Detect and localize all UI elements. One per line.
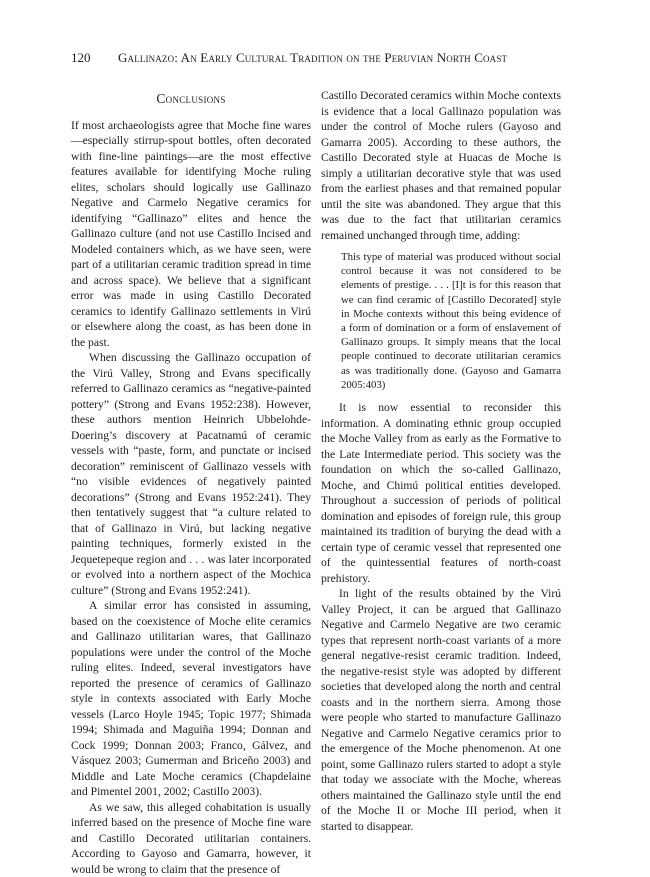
left-column <box>71 88 311 877</box>
running-head: Gallinazo: An Early Cultural Tradition on the Peruvian North Coast <box>118 50 507 66</box>
paragraph: Castillo Decorated ceramics within Moche contexts is evidence that a local Gallinazo population was under the control of Moche rulers (Gayoso and Gamarra 2005). According to these authors, the Castillo Decorated style at Huacas de Moche is simply a utilitarian decorative style that was used from the earliest phases and that remained popular until the site was abandoned. They argue that this was due to the fact that utilitarian ceramics remained unchanged through time, adding: <box>321 88 561 243</box>
paragraph: When discussing the Gallinazo occupation of the Virú Valley, Strong and Evans specifically referred to Gallinazo ceramics as “negative-painted pottery” (Strong and Evans 1952:238). However, these authors mention Heinrich Ubbelohde-Doering’s discovery at Pacatnamú of ceramic vessels with “paste, form, and punctate or incised decoration” reminiscent of Gallinazo vessels with “no visible evidences of negatively painted decorations” (Strong and Evans 1952:241). They then tentatively suggest that “a culture related to that of Gallinazo in Virú, but lacking negative painting techniques, formerly existed in the Jequetepeque region and . . . was later incorporated or evolved into a northern aspect of the Mochica culture” (Strong and Evans 1952:241). <box>71 350 311 598</box>
page-number: 120 <box>71 50 91 66</box>
paragraph: If most archaeologists agree that Moche fine wares—especially stirrup-spout bottles, often decorated with fine-line paintings—are the most effective features available for identifying Moche ruling elites, scholars should logically use Gallinazo Negative and Carmelo Negative ceramics for identifying “Gallinazo” elites and hence the Gallinazo culture (and not use Castillo Incised and Modeled containers which, as we have seen, were part of a utilitarian ceramic tradition spread in time and across space). We believe that a significant error was made in using Castillo Decorated ceramics to identify Gallinazo settlements in Virú or elsewhere along the coast, as has been done in the past. <box>71 118 311 351</box>
paragraph: It is now essential to reconsider this information. A dominating ethnic group occupied the Moche Valley from as early as the Formative to the Late Intermediate period. This society was the foundation on which the so-called Gallinazo, Moche, and Chimú political entities developed. Throughout a succession of periods of political domination and episodes of foreign rule, this group maintained its tradition of burying the dead with a certain type of ceramic vessel that represented one of the quintessential features of north-coast prehistory. <box>321 400 561 586</box>
paragraph: In light of the results obtained by the Virú Valley Project, it can be argued that Gallinazo Negative and Carmelo Negative are two ceramic types that represent north-coast variants of a more general negative-resist ceramic tradition. Indeed, the negative-resist style was adopted by different societies that developed along the north and central coasts and in the northern sierra. Among those were people who started to manufacture Gallinazo Negative and Carmelo Negative ceramics prior to the emergence of the Moche phenomenon. At one point, some Gallinazo rulers started to adopt a style that today we associate with the Moche, whereas others maintained the Gallinazo style until the end of the Moche II or Moche III period, when it started to disappear. <box>321 586 561 834</box>
section-heading: Conclusions <box>71 91 311 107</box>
block-quote: This type of material was produced without social control because it was not considered to be elements of prestige. . . . [I]t is for this reason that we can find ceramic of [Castillo Decorated] style in Moche contexts without this being evidence of a form of domination or a form of enslavement of Gallinazo groups. It simply means that the local people continued to decorate utilitarian ceramics as was traditionally done. (Gayoso and Gamarra 2005:403) <box>341 250 561 392</box>
paragraph: A similar error has consisted in assuming, based on the coexistence of Moche elite ceramics and Gallinazo utilitarian wares, that Gallinazo populations were under the control of the Moche ruling elites. Indeed, several investigators have reported the presence of ceramics of Gallinazo style in contexts associated with Early Moche vessels (Larco Hoyle 1945; Topic 1977; Shimada 1994; Shimada and Maguiña 1994; Donnan and Cock 1999; Donnan 2003; Franco, Gálvez, and Vásquez 2003; Gumerman and Briceño 2003) and Middle and Late Moche ceramics (Chapdelaine and Pimentel 2001, 2002; Castillo 2003). <box>71 598 311 800</box>
paragraph: As we saw, this alleged cohabitation is usually inferred based on the presence of Moche fine ware and Castillo Decorated utilitarian containers. According to Gayoso and Gamarra, however, it would be wrong to claim that the presence of <box>71 800 311 877</box>
right-column <box>321 88 561 834</box>
